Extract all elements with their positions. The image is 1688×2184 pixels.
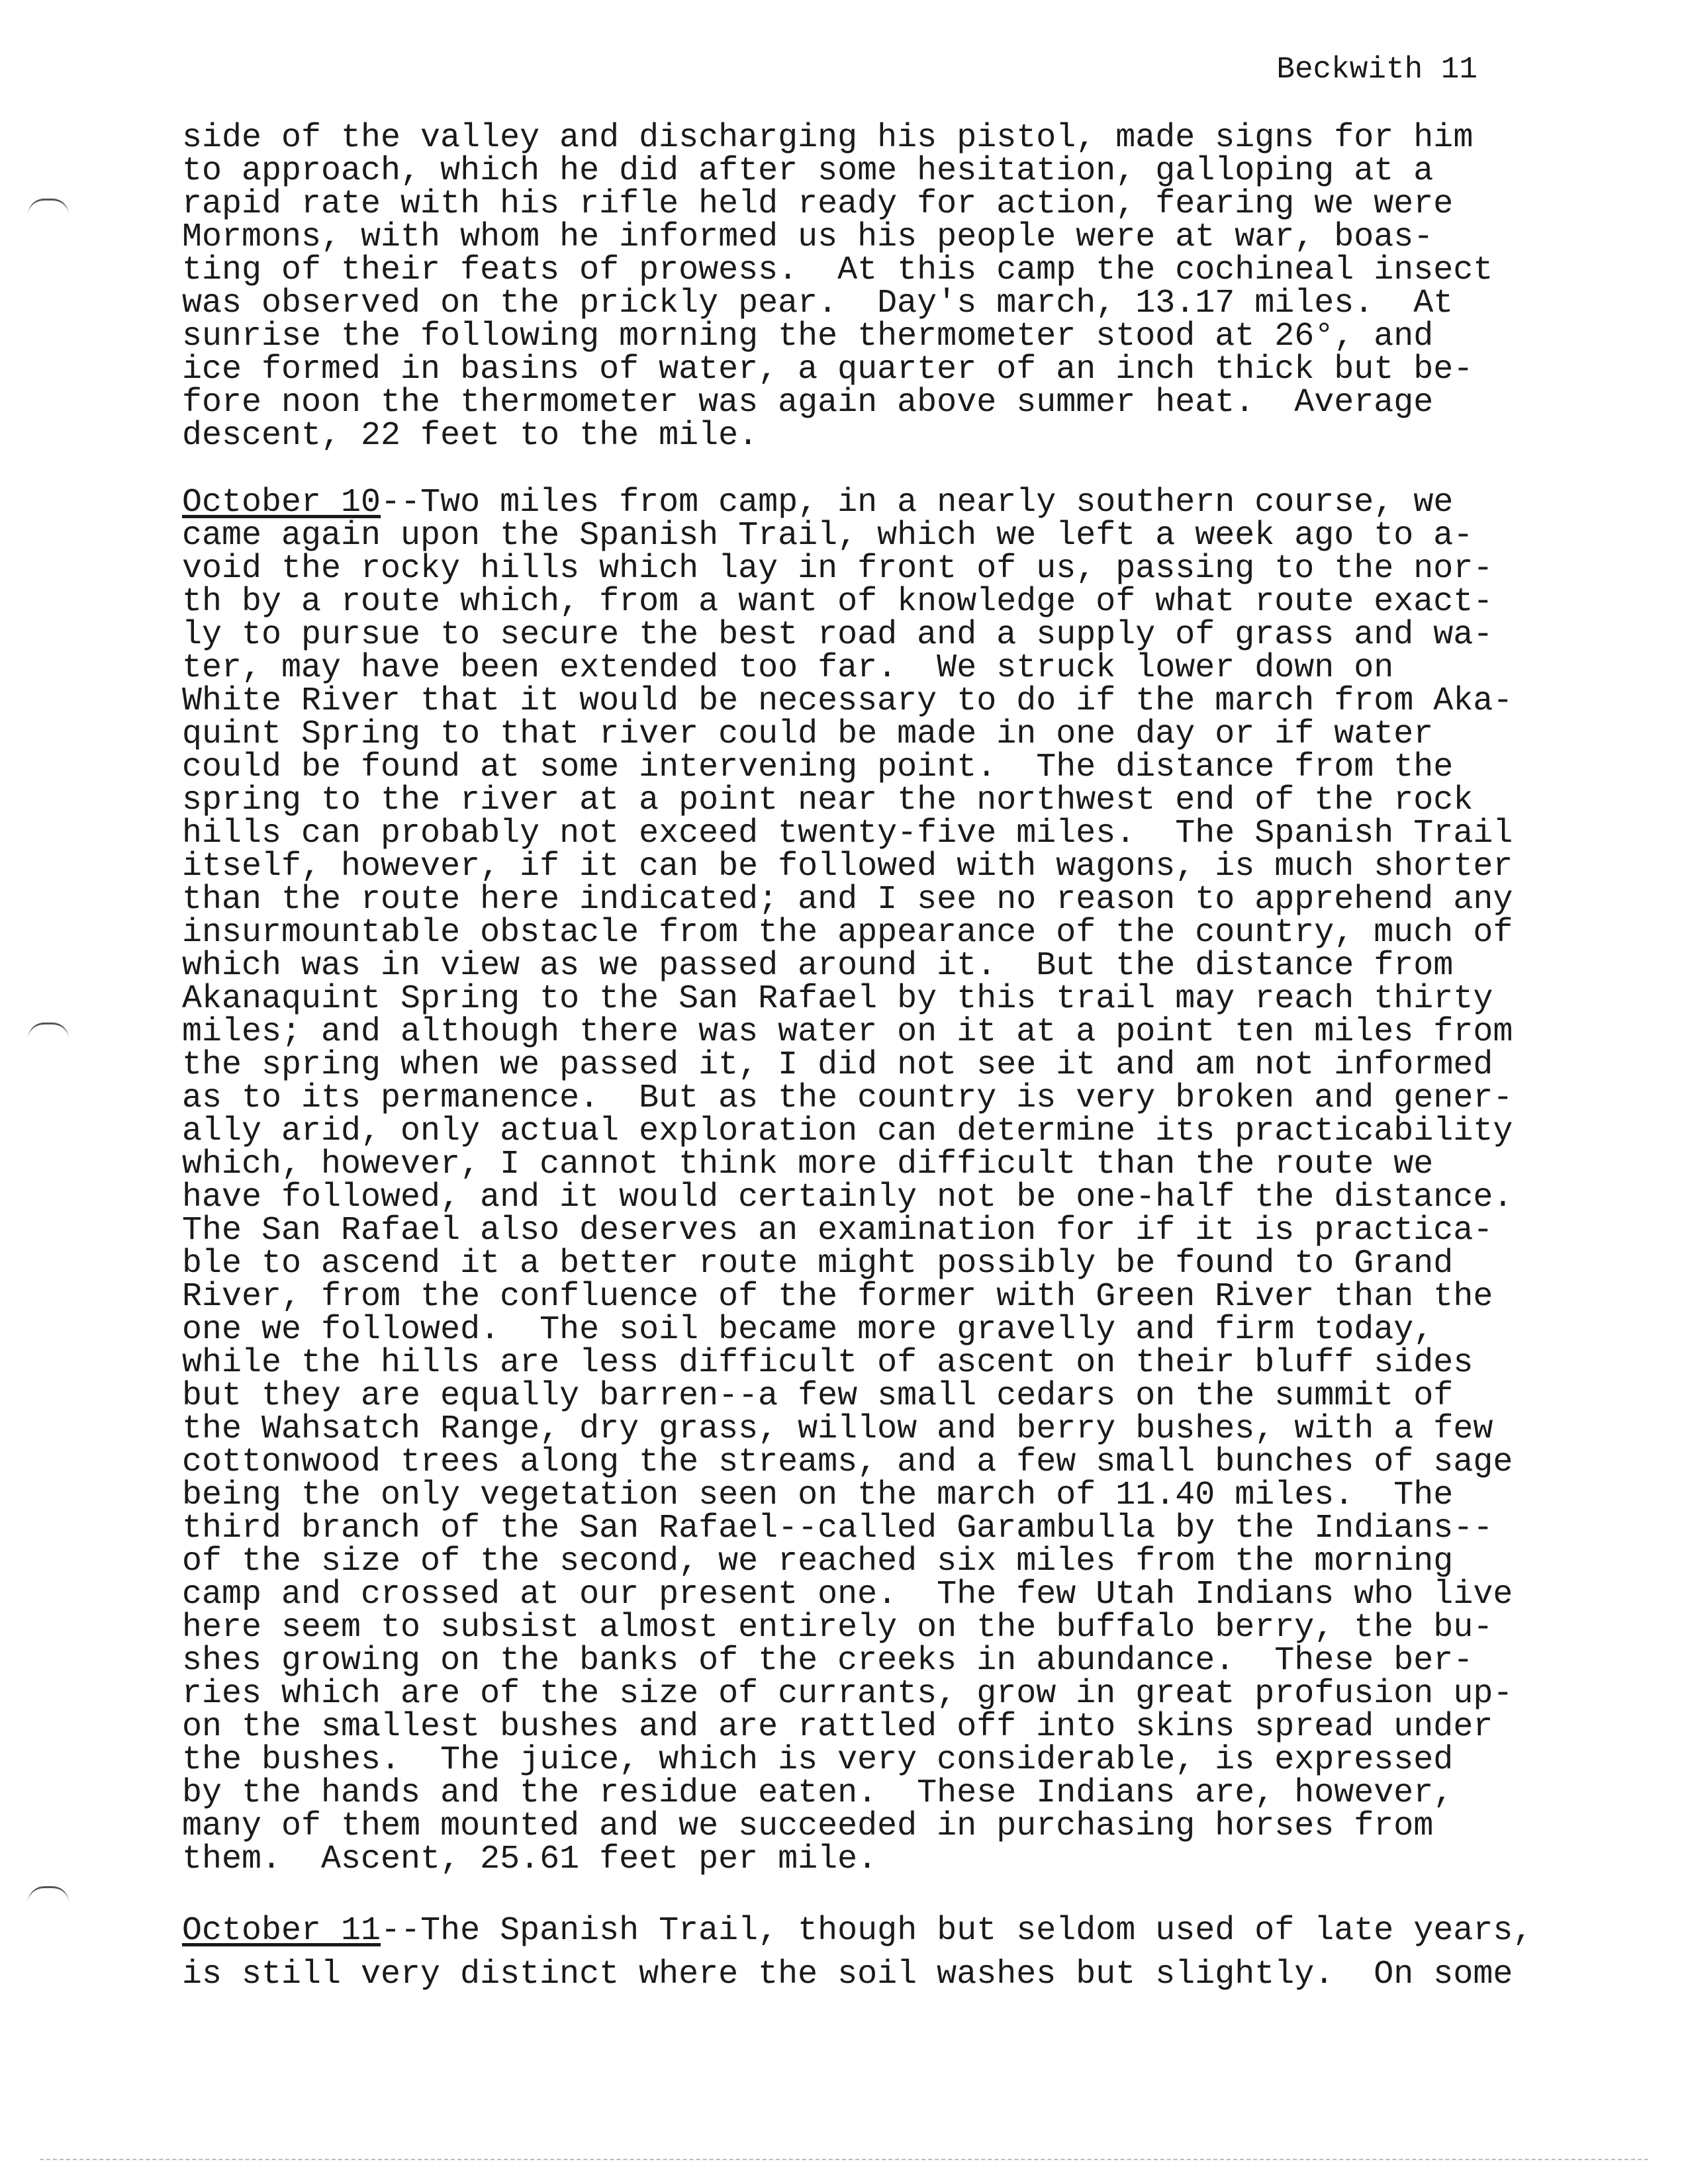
- line-text: Mormons, with whom he informed us his people were at war, boas-: [182, 218, 1434, 256]
- line-text: void the rocky hills which lay in front of us, passing to the nor-: [182, 550, 1493, 588]
- text-line: [182, 1479, 1513, 1512]
- margin-mark: [28, 199, 69, 215]
- line-text: White River that it would be necessary to do if the march from Aka-: [182, 682, 1513, 720]
- text-line: [182, 353, 1493, 387]
- text-line: [182, 1245, 1513, 1283]
- line-text: side of the valley and discharging his pistol, made signs for him: [182, 119, 1474, 157]
- text-line: [182, 817, 1513, 850]
- paragraph-1: [182, 119, 1493, 455]
- text-line: [182, 1115, 1513, 1148]
- text-line: [182, 1675, 1513, 1713]
- line-text: than the route here indicated; and I see no reason to apprehend any: [182, 881, 1513, 919]
- text-line: [182, 1410, 1513, 1448]
- text-line: [182, 1578, 1513, 1612]
- text-line: [182, 1443, 1513, 1481]
- line-text: the bushes. The juice, which is very considerable, is expressed: [182, 1741, 1454, 1779]
- line-text: is still very distinct where the soil washes but slightly. On some: [182, 1956, 1513, 1993]
- text-line: [182, 1708, 1513, 1746]
- line-text: The San Rafael also deserves an examination for if it is practica-: [182, 1212, 1493, 1250]
- text-line: [182, 550, 1513, 588]
- text-line: [182, 1609, 1513, 1647]
- line-text: came again upon the Spanish Trail, which we left a week ago to a-: [182, 517, 1474, 555]
- text-line: [182, 583, 1513, 621]
- line-text: the Wahsatch Range, dry grass, willow and berry bushes, with a few: [182, 1410, 1493, 1448]
- text-line: [182, 616, 1513, 654]
- line-text: sunrise the following morning the thermometer stood at 26°, and: [182, 318, 1434, 355]
- text-line: [182, 980, 1513, 1018]
- line-text: as to its permanence. But as the country is very broken and gener-: [182, 1079, 1513, 1117]
- line-text: spring to the river at a point near the northwest end of the rock: [182, 782, 1474, 819]
- line-text: was observed on the prickly pear. Day's march, 13.17 miles. At: [182, 285, 1454, 322]
- text-line: [182, 784, 1513, 817]
- line-text: could be found at some intervening point. The distance from the: [182, 749, 1454, 786]
- line-text: itself, however, if it can be followed with wagons, is much shorter: [182, 848, 1513, 886]
- text-line: [182, 1642, 1513, 1680]
- line-text: ly to pursue to secure the best road and a supply of grass and wa-: [182, 616, 1493, 654]
- line-text: --Two miles from camp, in a nearly southern course, we: [381, 484, 1454, 522]
- text-line: [182, 320, 1493, 353]
- line-text: but they are equally barren--a few small cedars on the summit of: [182, 1377, 1454, 1415]
- entry-date: October 10: [182, 484, 381, 522]
- line-text: have followed, and it would certainly not be one-half the distance.: [182, 1179, 1513, 1216]
- text-line: [182, 417, 1493, 455]
- line-text: ble to ascend it a better route might possibly be found to Grand: [182, 1245, 1454, 1283]
- text-line: [182, 1512, 1513, 1545]
- text-line: [182, 1807, 1513, 1845]
- line-text: being the only vegetation seen on the march of 11.40 miles. The: [182, 1477, 1454, 1514]
- line-text: the spring when we passed it, I did not see it and am not informed: [182, 1046, 1493, 1084]
- text-line: [182, 1181, 1513, 1214]
- text-line: [182, 1377, 1513, 1415]
- text-line: [182, 185, 1493, 223]
- text-line: [182, 1741, 1513, 1779]
- text-line: [182, 384, 1493, 422]
- line-text: one we followed. The soil became more gravelly and firm today,: [182, 1311, 1434, 1349]
- text-line: [182, 947, 1513, 985]
- line-text: of the size of the second, we reached six miles from the morning: [182, 1543, 1454, 1580]
- entry-date: October 11: [182, 1912, 381, 1950]
- text-line: [182, 1953, 1532, 1997]
- bottom-rule: [40, 2159, 1648, 2160]
- line-text: which, however, I cannot think more difficult than the route we: [182, 1146, 1434, 1183]
- paragraph-october-11: [182, 1909, 1532, 1997]
- paragraph-october-10: [182, 486, 1513, 1876]
- text-line: [182, 649, 1513, 687]
- line-text: hills can probably not exceed twenty-five miles. The Spanish Trail: [182, 815, 1513, 852]
- text-line: [182, 1079, 1513, 1117]
- line-text: quint Spring to that river could be made in one day or if water: [182, 715, 1434, 753]
- text-line: [182, 1774, 1513, 1812]
- text-line: [182, 881, 1513, 919]
- line-text: by the hands and the residue eaten. These Indians are, however,: [182, 1774, 1454, 1812]
- line-text: ting of their feats of prowess. At this camp the cochineal insect: [182, 251, 1493, 289]
- line-text: on the smallest bushes and are rattled off into skins spread under: [182, 1708, 1493, 1746]
- line-text: River, from the confluence of the former with Green River than the: [182, 1278, 1493, 1316]
- line-text: which was in view as we passed around it. But the distance from: [182, 947, 1454, 985]
- text-line: [182, 1214, 1513, 1248]
- line-text: ries which are of the size of currants, grow in great profusion up-: [182, 1675, 1513, 1713]
- line-text: insurmountable obstacle from the appearance of the country, much of: [182, 914, 1513, 952]
- text-line: [182, 1545, 1513, 1578]
- text-line: [182, 1311, 1513, 1349]
- line-text: miles; and although there was water on it at a point ten miles from: [182, 1013, 1513, 1051]
- line-text: Akanaquint Spring to the San Rafael by this trail may reach thirty: [182, 980, 1493, 1018]
- line-text: third branch of the San Rafael--called Garambulla by the Indians--: [182, 1510, 1493, 1547]
- page-header: Beckwith 11: [1276, 52, 1477, 87]
- line-text: to approach, which he did after some hesitation, galloping at a: [182, 152, 1434, 190]
- line-text: while the hills are less difficult of ascent on their bluff sides: [182, 1344, 1474, 1382]
- text-line: [182, 1148, 1513, 1181]
- line-text: --The Spanish Trail, though but seldom used of late years,: [381, 1912, 1533, 1950]
- text-line: [182, 914, 1513, 952]
- line-text: ter, may have been extended too far. We struck lower down on: [182, 649, 1394, 687]
- text-line: [182, 682, 1513, 720]
- line-text: th by a route which, from a want of knowledge of what route exact-: [182, 583, 1493, 621]
- text-line: [182, 1344, 1513, 1382]
- text-line: [182, 751, 1513, 784]
- text-line: [182, 119, 1493, 157]
- line-text: rapid rate with his rifle held ready for action, fearing we were: [182, 185, 1454, 223]
- line-text: here seem to subsist almost entirely on the buffalo berry, the bu-: [182, 1609, 1493, 1647]
- line-text: them. Ascent, 25.61 feet per mile.: [182, 1841, 878, 1878]
- text-line: [182, 218, 1493, 256]
- text-line: [182, 1046, 1513, 1084]
- line-text: many of them mounted and we succeeded in purchasing horses from: [182, 1807, 1434, 1845]
- text-line: [182, 251, 1493, 289]
- text-line: [182, 1278, 1513, 1316]
- text-line: [182, 850, 1513, 884]
- line-text: camp and crossed at our present one. The few Utah Indians who live: [182, 1576, 1513, 1614]
- line-text: fore noon the thermometer was again above summer heat. Average: [182, 384, 1434, 422]
- text-line: [182, 486, 1513, 520]
- text-line: [182, 152, 1493, 190]
- margin-mark: [28, 1886, 69, 1903]
- line-text: ice formed in basins of water, a quarter of an inch thick but be-: [182, 351, 1474, 388]
- text-line: [182, 715, 1513, 753]
- text-line: [182, 1909, 1532, 1953]
- line-text: shes growing on the banks of the creeks in abundance. These ber-: [182, 1642, 1474, 1680]
- text-line: [182, 1843, 1513, 1876]
- text-line: [182, 517, 1513, 555]
- line-text: ally arid, only actual exploration can determine its practicability: [182, 1113, 1513, 1150]
- text-line: [182, 1013, 1513, 1051]
- line-text: cottonwood trees along the streams, and a few small bunches of sage: [182, 1443, 1513, 1481]
- text-line: [182, 287, 1493, 320]
- margin-mark: [28, 1023, 69, 1039]
- line-text: descent, 22 feet to the mile.: [182, 417, 759, 455]
